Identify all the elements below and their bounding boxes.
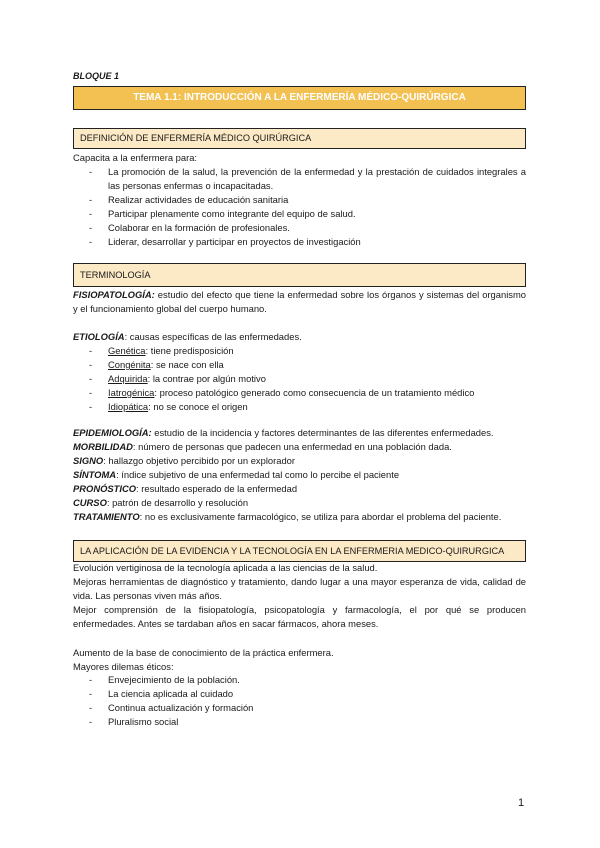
term: MORBILIDAD (73, 441, 133, 452)
fisiopatologia-definition (73, 288, 526, 316)
term: CURSO (73, 497, 107, 508)
evidence-paragraph: Evolución vertiginosa de la tecnología aplicada a las ciencias de la salud. (73, 562, 378, 573)
term: SIGNO (73, 455, 104, 466)
list-item (73, 372, 526, 386)
term-text: : patrón de desarrollo y resolución (106, 497, 249, 508)
list-item: - Participar plenamente como integrante del equipo de salud. (73, 207, 526, 221)
evidence-paragraph: Aumento de la base de conocimiento de la práctica enfermera. (73, 647, 334, 658)
definition-line (73, 426, 526, 440)
list-item: - Liderar, desarrollar y participar en proyectos de investigación (73, 235, 526, 249)
list-item: - La ciencia aplicada al cuidado (73, 687, 526, 701)
definition-line (73, 440, 526, 454)
term: Idiopática (108, 401, 149, 412)
list-item (73, 386, 526, 400)
definition-line (73, 482, 526, 496)
term: PRONÓSTICO (73, 483, 137, 494)
definition-line (73, 510, 526, 524)
definition-intro: Capacita a la enfermera para: (73, 152, 198, 163)
list-item: - Continua actualización y formación (73, 701, 526, 715)
term-text: : se nace con ella (150, 359, 224, 370)
term-text: : índice subjetivo de una enfermedad tal como lo percibe el paciente (116, 469, 400, 480)
page-title: TEMA 1.1: INTRODUCCIÓN A LA ENFERMERÍA MÉDICO-QUIRÚRGICA (73, 86, 526, 110)
term: Congénita (108, 359, 151, 370)
section-heading-evidence: LA APLICACIÓN DE LA EVIDENCIA Y LA TECNOLOGÍA EN LA ENFERMERIA MEDICO-QUIRURGICA (73, 540, 526, 562)
definition-line (73, 454, 526, 468)
term: TRATAMIENTO (73, 511, 140, 522)
block-label: BLOQUE 1 (73, 71, 120, 81)
ethics-list (73, 673, 526, 729)
list-item: - Envejecimiento de la población. (73, 673, 526, 687)
term-text: : tiene predisposición (145, 345, 234, 356)
list-item: - Realizar actividades de educación sanitaria (73, 193, 526, 207)
list-item: - La promoción de la salud, la prevención de la enfermedad y la prestación de cuidados integrales a las personas enfermas o incapacitadas. (73, 165, 526, 193)
evidence-paragraph: Mejor comprensión de la fisiopatología, psicopatología y farmacología, el por qué se producen enfermedades. Antes se tardaban años en sacar fármacos, ahora meses. (73, 604, 526, 629)
page-number: 1 (518, 797, 525, 809)
list-item (73, 344, 526, 358)
list-item: - Pluralismo social (73, 715, 526, 729)
list-item: - Colaborar en la formación de profesionales. (73, 221, 526, 235)
term-text: : la contrae por algún motivo (147, 373, 266, 384)
term: EPIDEMIOLOGÍA: (73, 427, 152, 438)
list-item (73, 358, 526, 372)
section-heading-definition: DEFINICIÓN DE ENFERMERÍA MÉDICO QUIRÚRGICA (73, 128, 526, 149)
term: FISIOPATOLOGÍA: (73, 289, 155, 300)
definition-list (73, 165, 526, 249)
list-item (73, 400, 526, 414)
etiologia-list (73, 344, 526, 414)
term: Iatrogénica (108, 387, 155, 398)
term-text: : resultado esperado de la enfermedad (136, 483, 298, 494)
evidence-paragraph: Mejoras herramientas de diagnóstico y tratamiento, dando lugar a una mayor esperanza de vida, calidad de vida. Las personas viven más años. (73, 576, 526, 601)
term-text: : no es exclusivamente farmacológico, se utiliza para abordar el problema del paciente. (139, 511, 502, 522)
term-text: : no se conoce el origen (148, 401, 248, 412)
term: Genética (108, 345, 146, 356)
section-heading-terminology: TERMINOLOGÍA (73, 263, 526, 287)
term-text: estudio del efecto que tiene la enfermedad sobre los órganos y sistemas del organismo y el funcionamiento global del cuerpo humano. (73, 289, 526, 314)
definitions-block (73, 426, 526, 524)
etiologia-definition (73, 330, 526, 344)
term-text: estudio de la incidencia y factores determinantes de las diferentes enfermedades. (151, 427, 494, 438)
term-text: : causas específicas de las enfermedades. (124, 331, 302, 342)
term: SÍNTOMA (73, 469, 117, 480)
term: ETIOLOGÍA (73, 331, 125, 342)
term: Adquirida (108, 373, 148, 384)
term-text: : número de personas que padecen una enfermedad en una población dada. (132, 441, 452, 452)
term-text: : hallazgo objetivo percibido por un explorador (103, 455, 296, 466)
term-text: : proceso patológico generado como consecuencia de un tratamiento médico (154, 387, 475, 398)
definition-line (73, 468, 526, 482)
evidence-paragraph: Mayores dilemas éticos: (73, 661, 174, 672)
definition-line (73, 496, 526, 510)
